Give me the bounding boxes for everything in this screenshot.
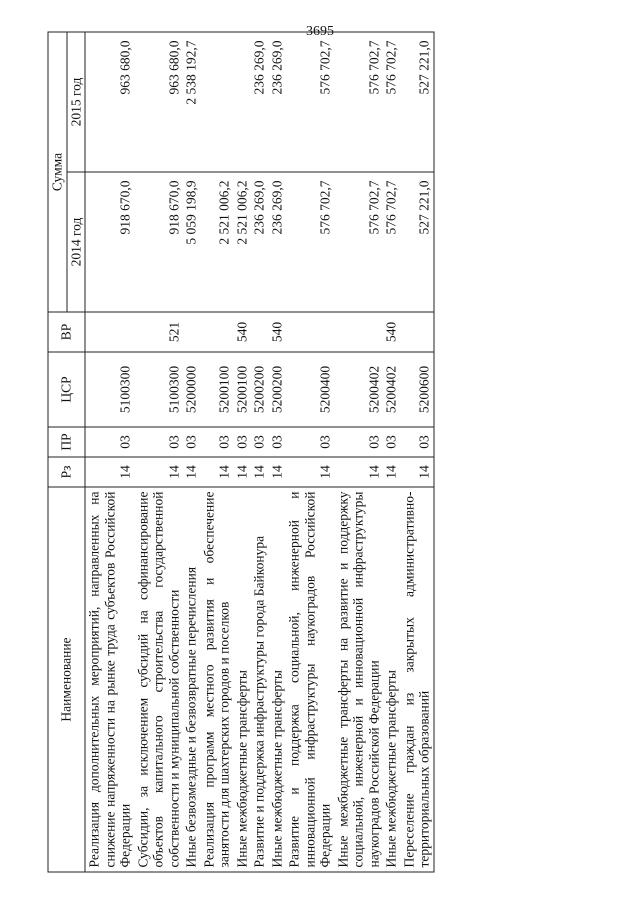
row-vr bbox=[183, 312, 201, 352]
row-sum-2015: 2 538 192,7 bbox=[183, 32, 201, 172]
table-row bbox=[286, 32, 335, 872]
budget-table bbox=[48, 31, 435, 872]
row-csr: 5200402 bbox=[383, 352, 401, 427]
table-header bbox=[48, 32, 85, 872]
row-pr: 03 bbox=[85, 427, 134, 457]
row-pr: 03 bbox=[268, 427, 286, 457]
row-sum-2014: 236 269,0 bbox=[251, 172, 269, 312]
row-rz: 14 bbox=[200, 457, 233, 487]
row-sum-2015: 963 680,0 bbox=[134, 32, 183, 172]
row-csr: 5200400 bbox=[286, 352, 335, 427]
header-name: Наименование bbox=[48, 487, 85, 872]
table-row bbox=[134, 32, 183, 872]
row-name: Иные межбюджетные трансферты bbox=[383, 487, 401, 872]
row-rz: 14 bbox=[383, 457, 401, 487]
table-row bbox=[233, 32, 251, 872]
row-sum-2014: 2 521 006,2 bbox=[200, 172, 233, 312]
table-body bbox=[85, 32, 434, 872]
row-name: Переселение граждан из закрытых административно-территориальных образований bbox=[400, 487, 434, 872]
row-name: Реализация дополнительных мероприятий, направленных на снижение напряженности на рынке труда субъектов Российской Федерации bbox=[85, 487, 134, 872]
row-vr bbox=[200, 312, 233, 352]
row-vr bbox=[400, 312, 434, 352]
row-pr: 03 bbox=[183, 427, 201, 457]
table-row bbox=[383, 32, 401, 872]
row-pr: 03 bbox=[200, 427, 233, 457]
row-vr bbox=[85, 312, 134, 352]
row-vr bbox=[251, 312, 269, 352]
row-csr: 5100300 bbox=[134, 352, 183, 427]
row-sum-2015: 236 269,0 bbox=[251, 32, 269, 172]
row-csr: 5200402 bbox=[334, 352, 383, 427]
row-name: Иные межбюджетные трансферты на развитие и поддержку социальной, инженерной и инновационной инфраструктуры наукоградов Российской Федерации bbox=[334, 487, 383, 872]
row-rz: 14 bbox=[268, 457, 286, 487]
row-sum-2014: 576 702,7 bbox=[383, 172, 401, 312]
row-sum-2014: 236 269,0 bbox=[268, 172, 286, 312]
row-sum-2014: 576 702,7 bbox=[286, 172, 335, 312]
row-name: Иные безвозмездные и безвозвратные перечисления bbox=[183, 487, 201, 872]
row-csr: 5100300 bbox=[85, 352, 134, 427]
row-sum-2014: 2 521 006,2 bbox=[233, 172, 251, 312]
table-row bbox=[251, 32, 269, 872]
row-csr: 5200100 bbox=[200, 352, 233, 427]
row-sum-2015: 576 702,7 bbox=[383, 32, 401, 172]
row-rz: 14 bbox=[134, 457, 183, 487]
row-pr: 03 bbox=[286, 427, 335, 457]
header-rz: Рз bbox=[48, 457, 85, 487]
row-sum-2015: 576 702,7 bbox=[334, 32, 383, 172]
row-sum-2014: 576 702,7 bbox=[334, 172, 383, 312]
row-sum-2015: 236 269,0 bbox=[268, 32, 286, 172]
row-pr: 03 bbox=[251, 427, 269, 457]
row-csr: 5200100 bbox=[233, 352, 251, 427]
row-pr: 03 bbox=[233, 427, 251, 457]
header-pr: ПР bbox=[48, 427, 85, 457]
row-vr: 540 bbox=[383, 312, 401, 352]
row-name: Иные межбюджетные трансферты bbox=[268, 487, 286, 872]
row-rz: 14 bbox=[183, 457, 201, 487]
table-row bbox=[268, 32, 286, 872]
row-name: Развитие и поддержка инфраструктуры города Байконура bbox=[251, 487, 269, 872]
header-vr: ВР bbox=[48, 312, 85, 352]
row-rz: 14 bbox=[400, 457, 434, 487]
row-name: Развитие и поддержка социальной, инженерной и инновационной инфраструктуры наукоградов Российской Федерации bbox=[286, 487, 335, 872]
row-pr: 03 bbox=[334, 427, 383, 457]
row-sum-2015 bbox=[233, 32, 251, 172]
header-sum: Сумма bbox=[48, 32, 67, 312]
row-csr: 5200200 bbox=[251, 352, 269, 427]
page-number: 3695 bbox=[306, 24, 334, 39]
header-csr: ЦСР bbox=[48, 352, 85, 427]
table-row bbox=[334, 32, 383, 872]
rotated-table-container bbox=[48, 33, 593, 873]
row-name: Субсидии, за исключением субсидий на софинансирование объектов капитального строительства государственной собственности и муниципальной собственности bbox=[134, 487, 183, 872]
row-sum-2015 bbox=[200, 32, 233, 172]
row-csr: 5200000 bbox=[183, 352, 201, 427]
row-name: Реализация программ местного развития и обеспечение занятости для шахтерских городов и поселков bbox=[200, 487, 233, 872]
row-sum-2015: 963 680,0 bbox=[85, 32, 134, 172]
row-pr: 03 bbox=[134, 427, 183, 457]
row-sum-2014: 5 059 198,9 bbox=[183, 172, 201, 312]
table-row bbox=[85, 32, 134, 872]
row-vr: 521 bbox=[134, 312, 183, 352]
table-row bbox=[200, 32, 233, 872]
row-sum-2015: 576 702,7 bbox=[286, 32, 335, 172]
row-vr bbox=[334, 312, 383, 352]
header-2014: 2014 год bbox=[67, 172, 86, 312]
header-2015: 2015 год bbox=[67, 32, 86, 172]
row-vr bbox=[286, 312, 335, 352]
row-sum-2015: 527 221,0 bbox=[400, 32, 434, 172]
row-rz: 14 bbox=[85, 457, 134, 487]
row-sum-2014: 918 670,0 bbox=[134, 172, 183, 312]
row-sum-2014: 918 670,0 bbox=[85, 172, 134, 312]
row-pr: 03 bbox=[383, 427, 401, 457]
row-pr: 03 bbox=[400, 427, 434, 457]
row-rz: 14 bbox=[286, 457, 335, 487]
row-name: Иные межбюджетные трансферты bbox=[233, 487, 251, 872]
row-vr: 540 bbox=[268, 312, 286, 352]
table-row bbox=[400, 32, 434, 872]
row-rz: 14 bbox=[251, 457, 269, 487]
row-sum-2014: 527 221,0 bbox=[400, 172, 434, 312]
table-row bbox=[183, 32, 201, 872]
row-vr: 540 bbox=[233, 312, 251, 352]
row-csr: 5200600 bbox=[400, 352, 434, 427]
row-rz: 14 bbox=[233, 457, 251, 487]
row-csr: 5200200 bbox=[268, 352, 286, 427]
row-rz: 14 bbox=[334, 457, 383, 487]
